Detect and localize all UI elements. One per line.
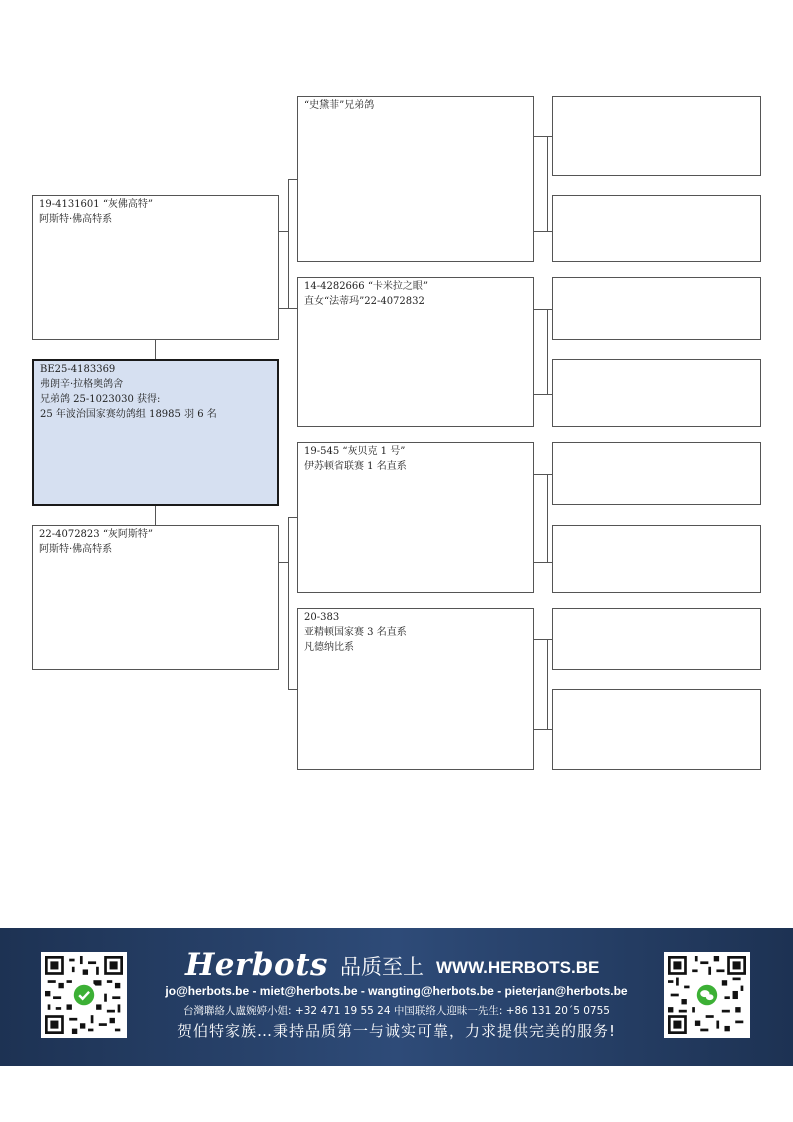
connector: [547, 309, 548, 395]
connector: [547, 136, 548, 232]
sire-ring: 19-4131601 “灰佛高特”: [39, 199, 154, 210]
gen3-box-4: [552, 359, 761, 427]
gen3-box-8: [552, 689, 761, 770]
sire-sire-box: [297, 96, 534, 262]
dam-sire-box: [297, 442, 534, 593]
phone-contacts: 台灣聯絡人盧婉婷小姐: +32 471 19 55 24 中国联络人迎昧一先生: +86 131 20´5 0755: [183, 1005, 610, 1017]
connector: [534, 136, 535, 231]
sire-dam-ring: 14-4282666 “卡米拉之眼”: [304, 281, 429, 292]
slogan: 品质至上: [339, 955, 424, 979]
gen3-box-5: [552, 442, 761, 505]
connector: [288, 179, 297, 180]
connector: [534, 474, 552, 475]
connector: [288, 517, 297, 518]
dam-sire-ring: 19-545 “灰贝克 1 号”: [304, 446, 406, 457]
connector: [288, 517, 289, 689]
dam-dam-ring: 20-383: [304, 612, 340, 623]
website-link[interactable]: WWW.HERBOTS.BE: [435, 958, 600, 977]
connector: [155, 340, 156, 359]
connector: [534, 639, 552, 640]
subject-ring: BE25-4183369: [40, 364, 116, 375]
tagline: 贺伯特家族…秉持品质第一与诚实可靠，力求提供完美的服务!: [176, 1022, 617, 1040]
connector: [534, 394, 552, 395]
gen3-box-1: [552, 96, 761, 176]
gen3-box-3: [552, 277, 761, 340]
connector: [534, 729, 552, 730]
subject-box: [32, 359, 279, 506]
gen3-box-7: [552, 608, 761, 670]
dam-line: 阿斯特·佛高特系: [39, 544, 113, 555]
dam-ring: 22-4072823 “灰阿斯特”: [39, 529, 154, 540]
connector: [534, 136, 552, 137]
connector: [279, 231, 288, 232]
sire-dam-box: [297, 277, 534, 427]
dam-box: [32, 525, 279, 670]
subject-sibling: 兄弟鸽 25-1023030 获得:: [40, 394, 161, 405]
right-qr-code[interactable]: [664, 952, 750, 1038]
connector: [279, 562, 288, 563]
qr-pattern: [668, 956, 746, 1034]
connector: [155, 506, 156, 525]
connector: [288, 179, 289, 309]
sire-box: [32, 195, 279, 340]
connector: [534, 309, 552, 310]
gen3-box-2: [552, 195, 761, 262]
footer-banner: [0, 928, 793, 1066]
connector: [288, 308, 297, 309]
sire-sire-text: “史黛菲”兄弟鸽: [304, 100, 375, 111]
subject-breeder: 弗朗辛·拉格奥鸽舍: [40, 379, 124, 390]
dam-dam-note: 亚精顿国家赛 3 名直系: [304, 627, 407, 638]
subject-result: 25 年波治国家赛幼鸽组 18985 羽 6 名: [40, 409, 217, 420]
connector: [534, 231, 552, 232]
connector: [547, 639, 548, 730]
sire-dam-note: 直女“法蒂玛”22-4072832: [304, 296, 425, 307]
connector: [279, 308, 288, 309]
brand-row: [185, 944, 599, 982]
herbots-logo: Herbots: [185, 947, 328, 983]
connector: [534, 562, 552, 563]
dam-dam-box: [297, 608, 534, 770]
dam-sire-note: 伊苏顿省联赛 1 名直系: [304, 461, 407, 472]
sire-line: 阿斯特·佛高特系: [39, 214, 113, 225]
email-list[interactable]: jo@herbots.be - miet@herbots.be - wangting@herbots.be - pieterjan@herbots.be: [165, 984, 628, 998]
connector: [547, 474, 548, 563]
dam-dam-line: 凡德纳比系: [304, 642, 354, 653]
gen3-box-6: [552, 525, 761, 593]
connector: [288, 689, 297, 690]
